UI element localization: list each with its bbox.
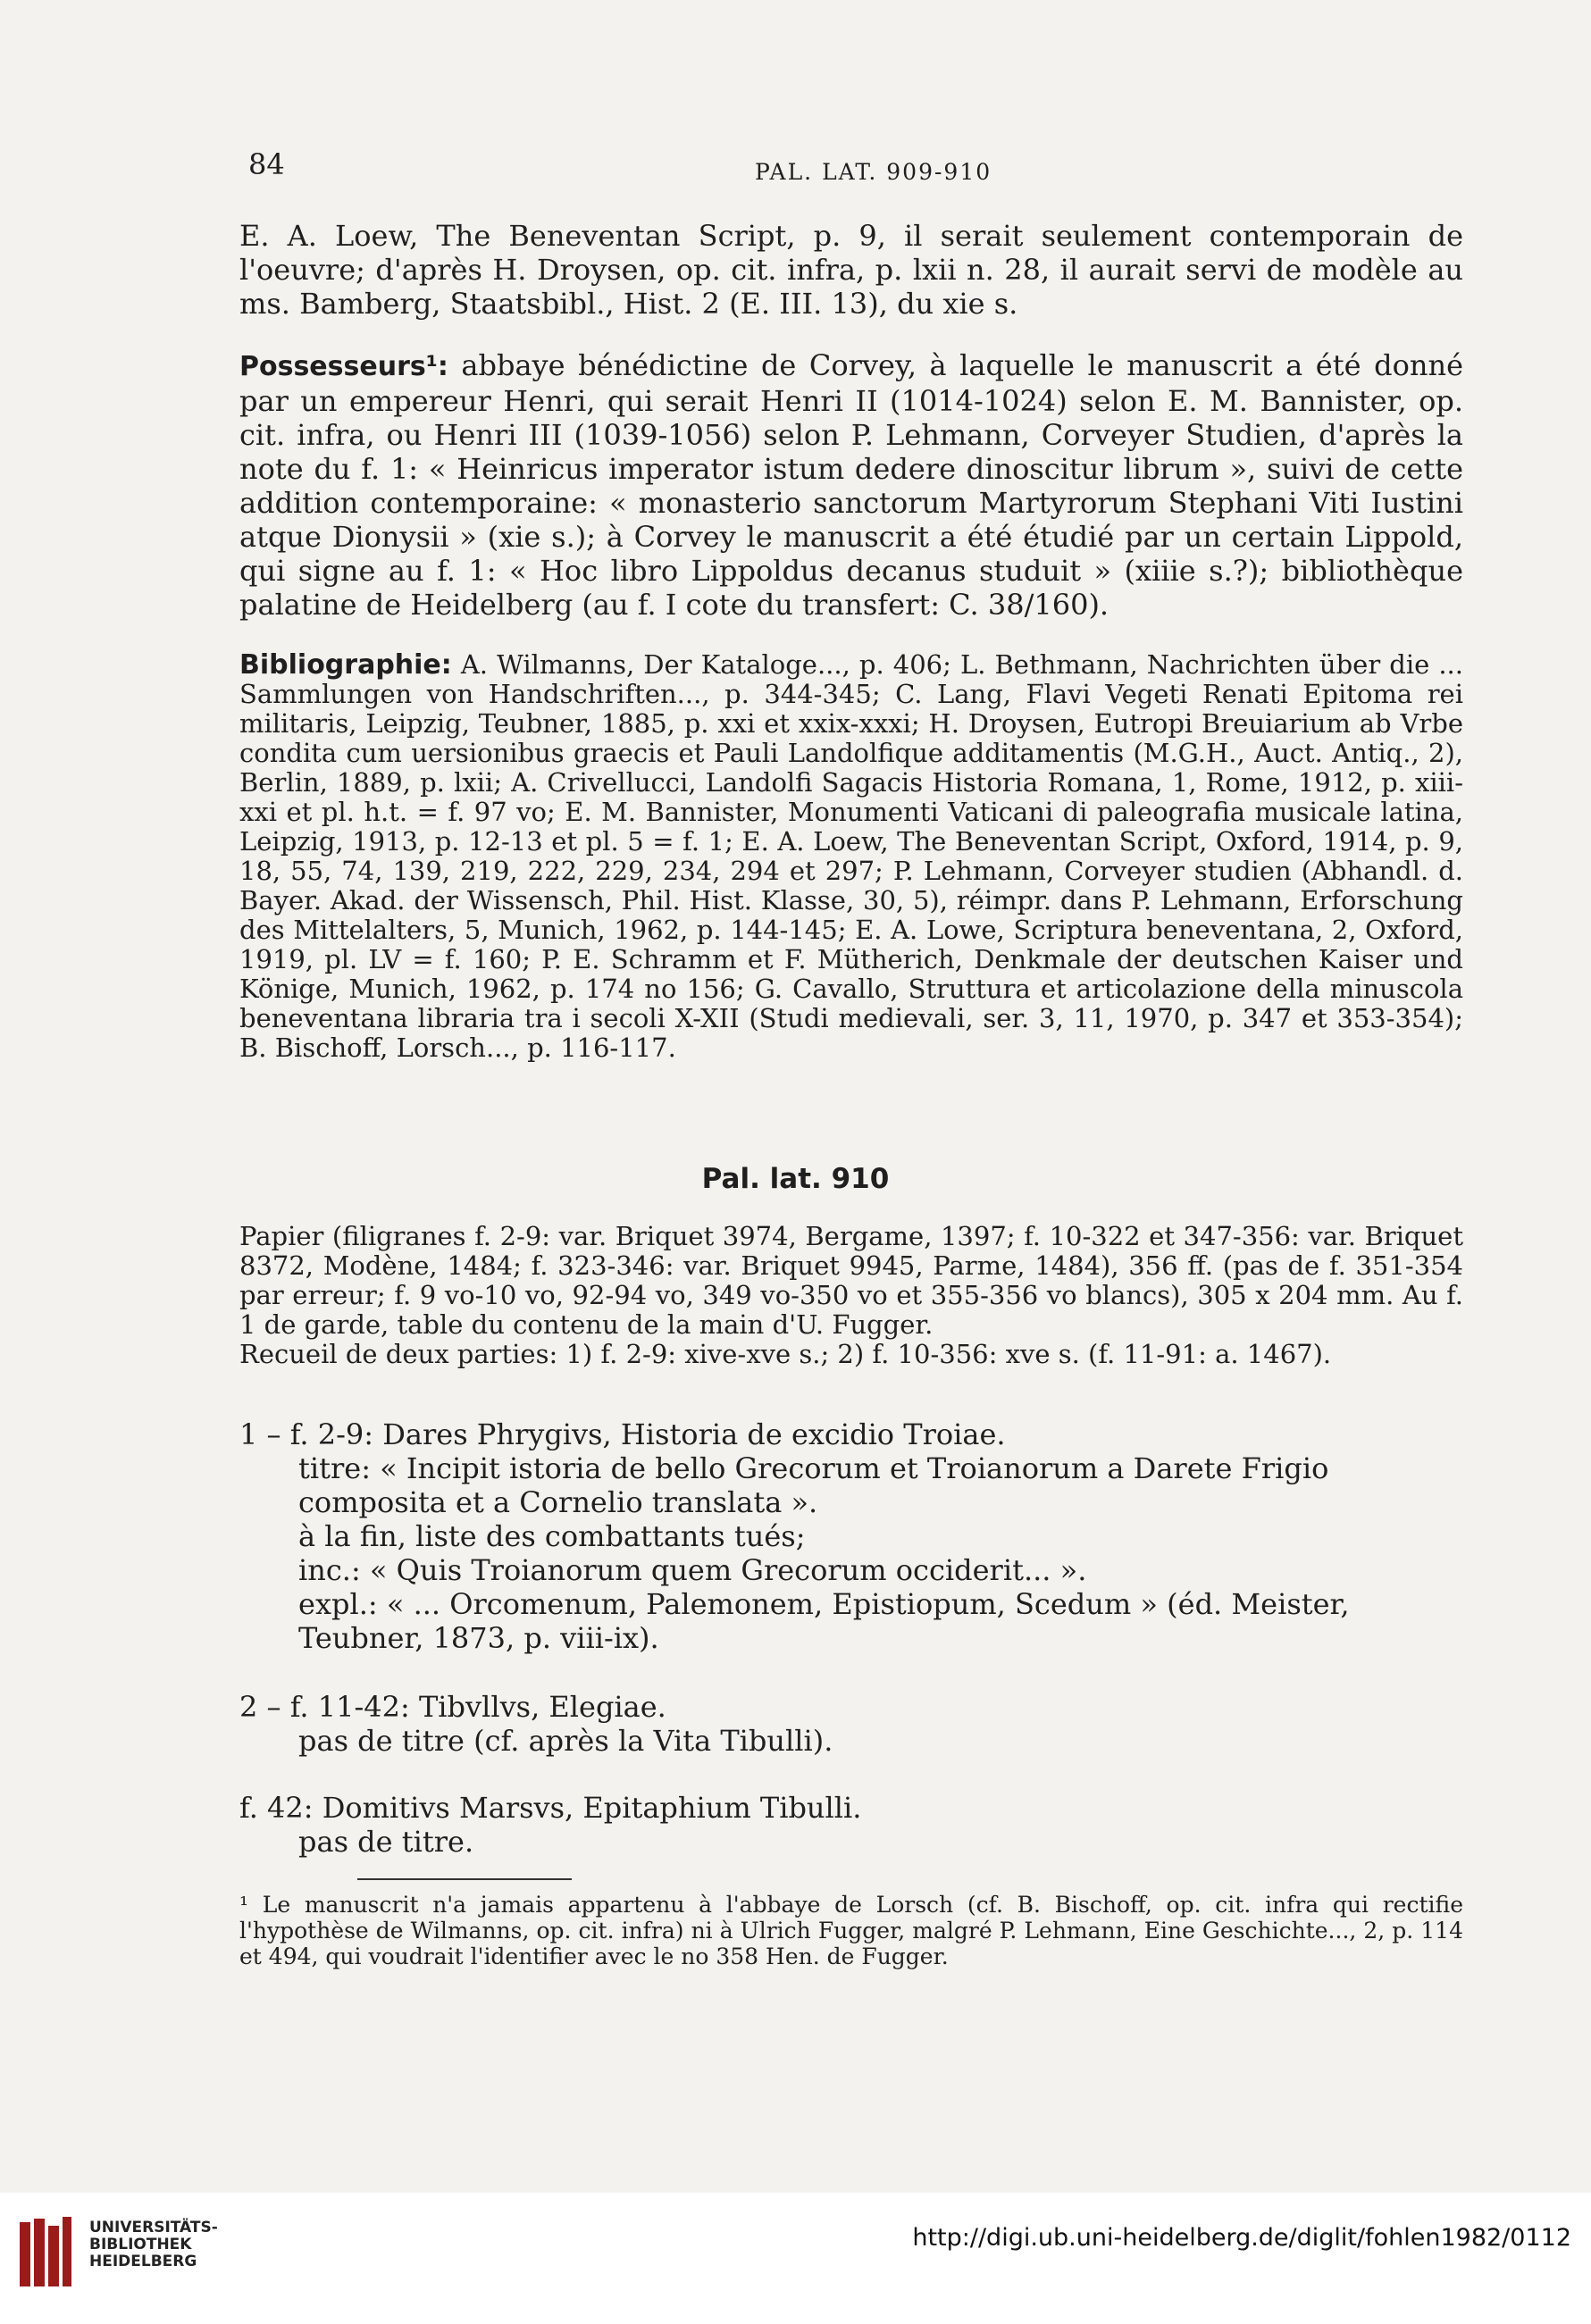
section-title: Pal. lat. 910 (701, 1163, 890, 1195)
item-1-heading: 1 – f. 2-9: Dares Phrygivs, Historia de excidio Troiae. (239, 1417, 1006, 1451)
library-name-line-1: UNIVERSITÄTS- (89, 2219, 218, 2236)
content-item-1 (239, 1417, 1463, 1655)
page-number: 84 (248, 147, 285, 181)
item-1-fin: à la fin, liste des combattants tués; (298, 1519, 806, 1553)
footnote-divider (357, 1878, 572, 1880)
content-item-2 (239, 1690, 1463, 1758)
library-name-line-3: HEIDELBERG (89, 2253, 197, 2270)
library-name-line-2: BIBLIOTHEK (89, 2236, 192, 2253)
bibliographie-text: A. Wilmanns, Der Kataloge..., p. 406; L. Bethmann, Nachrichten über die ... Sammlungen von Handschriften..., p. 344-345; C. Lang, Flavi Vegeti Renati Epitoma rei militaris, Leipzig, Teubner, 1885, p. xxi et xxix-xxxi; H. Droysen, Eutropi Breuiarium ab Vrbe condita cum uersionibus graecis et Pauli Landolfique additamentis (M.G.H., Auct. Antiq., 2), Berlin, 1889, p. lxii; A. Crivellucci, Landolfi Sagacis Historia Romana, 1, Rome, 1912, p. xiii-xxi et pl. h.t. = f. 97 vo; E. M. Bannister, Monumenti Vaticani di paleografia musicale latina, Leipzig, 1913, p. 12-13 et pl. 5 = f. 1; E. A. Loew, The Beneventan Script, Oxford, 1914, p. 9, 18, 55, 74, 139, 219, 222, 229, 234, 294 et 297; P. Lehmann, Corveyer studien (Abhandl. d. Bayer. Akad. der Wissensch, Phil. Hist. Klasse, 30, 5), réimpr. dans P. Lehmann, Erforschung des Mittelalters, 5, Munich, 1962, p. 144-145; E. A. Lowe, Scriptura beneventana, 2, Oxford, 1919, pl. LV = f. 160; P. E. Schramm et F. Mütherich, Denkmale der deutschen Kaiser und Könige, Munich, 1962, p. 174 no 156; G. Cavallo, Struttura et articolazione della minuscola beneventana libraria tra i secoli X-XII (Studi medievali, ser. 3, 11, 1970, p. 347 et 353-354); B. Bischoff, Lorsch..., p. 116-117. (239, 649, 1463, 1063)
item-2-titre: pas de titre (cf. après la Vita Tibulli). (298, 1724, 833, 1758)
item-2-heading: 2 – f. 11-42: Tibvllvs, Elegiae. (239, 1690, 666, 1724)
content-item-3 (239, 1791, 1463, 1859)
paragraph-possesseurs (239, 348, 1463, 622)
library-name (89, 2220, 218, 2270)
item-1-expl: expl.: « ... Orcomenum, Palemonem, Epistiopum, Scedum » (éd. Meister, Teubner, 1873, p. viii-ix). (298, 1587, 1350, 1655)
library-footer (0, 2193, 1591, 2324)
possesseurs-text: abbaye bénédictine de Corvey, à laquelle le manuscrit a été donné par un empereur Henri, qui serait Henri II (1014-1024) selon E. M. Bannister, op. cit. infra, ou Henri III (1039-1056) selon P. Lehmann, Corveyer Studien, d'après la note du f. 1: « Heinricus imperator istum dedere dinoscitur librum », suivi de cette addition contemporaine: « monasterio sanctorum Martyrorum Stephani Viti Iustini atque Dionysii » (xie s.); à Corvey le manuscrit a été étudié par un certain Lippold, qui signe au f. 1: « Hoc libro Lippoldus decanus studuit » (xiiie s.?); bibliothèque palatine de Heidelberg (au f. I cote du transfert: C. 38/160). (239, 348, 1463, 622)
manuscript-description (239, 1222, 1463, 1369)
bibliographie-label: Bibliographie: (239, 649, 452, 681)
paragraph-loew-note: E. A. Loew, The Beneventan Script, p. 9, il serait seulement contemporain de l'oeuvre; d'après H. Droysen, op. cit. infra, p. lxii n. 28, il aurait servi de modèle au ms. Bamberg, Staatsbibl., Hist. 2 (E. III. 13), du xie s. (239, 219, 1463, 321)
running-head: PAL. LAT. 909-910 (755, 159, 992, 185)
paragraph-bibliographie (239, 650, 1463, 1063)
description-parts: Recueil de deux parties: 1) f. 2-9: xive-xve s.; 2) f. 10-356: xve s. (f. 11-91: a. 1467). (239, 1339, 1332, 1369)
library-logo-icon (18, 2215, 73, 2290)
item-1-titre: titre: « Incipit istoria de bello Grecorum et Troianorum a Darete Frigio composita et a Cornelio translata ». (298, 1451, 1329, 1519)
item-3-heading: f. 42: Domitivs Marsvs, Epitaphium Tibulli. (239, 1791, 862, 1825)
possesseurs-label: Possesseurs¹: (239, 351, 448, 382)
description-text: Papier (filigranes f. 2-9: var. Briquet 3974, Bergame, 1397; f. 10-322 et 347-356: var. Briquet 8372, Modène, 1484; f. 323-346: var. Briquet 9945, Parme, 1484), 356 ff. (pas de f. 351-354 par erreur; f. 9 vo-10 vo, 92-94 vo, 349 vo-350 vo et 355-356 vo blancs), 305 x 204 mm. Au f. 1 de garde, table du contenu de la main d'U. Fugger. (239, 1221, 1463, 1340)
item-1-inc: inc.: « Quis Troianorum quem Grecorum occiderit... ». (298, 1553, 1087, 1587)
permalink-url[interactable]: http://digi.ub.uni-heidelberg.de/diglit/fohlen1982/0112 (912, 2224, 1571, 2252)
footnote: ¹ Le manuscrit n'a jamais appartenu à l'abbaye de Lorsch (cf. B. Bischoff, op. cit. infra qui rectifie l'hypothèse de Wilmanns, op. cit. infra) ni à Ulrich Fugger, malgré P. Lehmann, Eine Geschichte..., 2, p. 114 et 494, qui voudrait l'identifier avec le no 358 Hen. de Fugger. (239, 1892, 1463, 1969)
item-3-titre: pas de titre. (298, 1825, 474, 1859)
